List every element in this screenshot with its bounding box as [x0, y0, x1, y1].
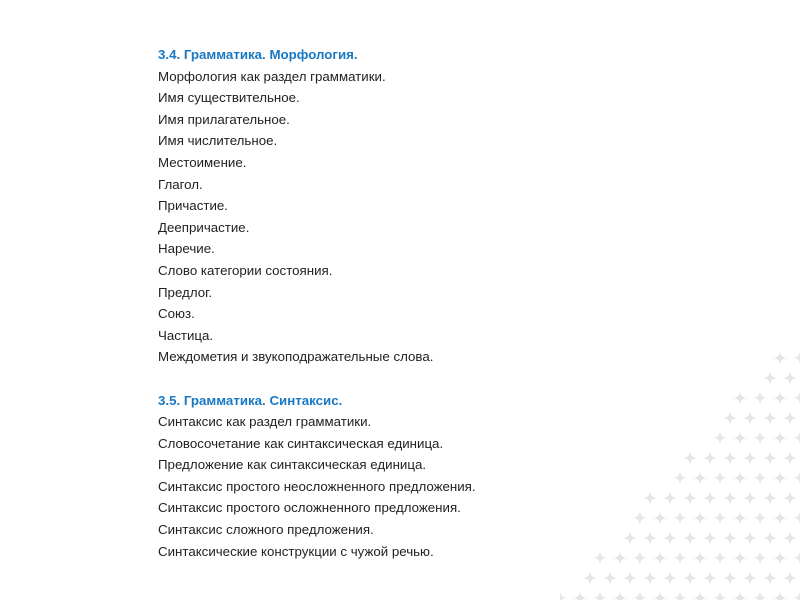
list-item: Предложение как синтаксическая единица.: [158, 457, 427, 473]
star-decoration-icon: [772, 350, 788, 366]
star-decoration-icon: [732, 590, 748, 600]
star-decoration-icon: [762, 410, 778, 426]
star-decoration-icon: [792, 430, 800, 446]
star-decoration-icon: [782, 570, 798, 586]
star-decoration-icon: [792, 350, 800, 366]
list-item: Частица.: [158, 327, 214, 343]
star-decoration-icon: [782, 370, 798, 386]
star-decoration-icon: [762, 450, 778, 466]
list-item: Синтаксис простого неосложненного предложения.: [158, 478, 476, 494]
list-item: Синтаксические конструкции с чужой речью.: [158, 543, 434, 559]
list-item: Имя существительное.: [158, 90, 300, 106]
star-decoration-icon: [722, 570, 738, 586]
list-item: Синтаксис как раздел грамматики.: [158, 414, 372, 430]
star-decoration-icon: [752, 390, 768, 406]
star-decoration-icon: [732, 430, 748, 446]
star-decoration-icon: [742, 570, 758, 586]
star-decoration-icon: [572, 590, 588, 600]
star-decoration-icon: [722, 530, 738, 546]
list-item: Синтаксис сложного предложения.: [158, 522, 374, 538]
list-item: Междометия и звукоподражательные слова.: [158, 349, 434, 365]
star-decoration-icon: [782, 450, 798, 466]
star-decoration-icon: [792, 590, 800, 600]
list-item: Местоимение.: [158, 154, 247, 170]
list-item: Слово категории состояния.: [158, 262, 333, 278]
star-decoration-icon: [712, 590, 728, 600]
star-decoration-icon: [782, 530, 798, 546]
star-decoration-icon: [732, 550, 748, 566]
star-decoration-icon: [752, 590, 768, 600]
star-decoration-icon: [632, 590, 648, 600]
star-decoration-icon: [702, 570, 718, 586]
list-item: Морфология как раздел грамматики.: [158, 68, 386, 84]
star-decoration-icon: [762, 490, 778, 506]
list-item: Предлог.: [158, 284, 213, 300]
star-decoration-icon: [782, 490, 798, 506]
star-decoration-icon: [772, 510, 788, 526]
star-decoration-icon: [722, 410, 738, 426]
document-body: [158, 44, 718, 562]
star-decoration-icon: [742, 410, 758, 426]
star-decoration-icon: [742, 530, 758, 546]
star-decoration-icon: [772, 430, 788, 446]
star-decoration-icon: [732, 390, 748, 406]
star-decoration-icon: [642, 570, 658, 586]
star-decoration-icon: [792, 470, 800, 486]
star-decoration-icon: [762, 570, 778, 586]
star-decoration-icon: [692, 590, 708, 600]
star-decoration-icon: [752, 550, 768, 566]
star-decoration-icon: [792, 390, 800, 406]
star-decoration-icon: [752, 430, 768, 446]
star-decoration-icon: [732, 470, 748, 486]
star-decoration-icon: [762, 530, 778, 546]
list-item: Причастие.: [158, 198, 228, 214]
star-decoration-icon: [682, 570, 698, 586]
section-spacer: [158, 368, 718, 390]
star-decoration-icon: [772, 550, 788, 566]
list-item: Глагол.: [158, 176, 203, 192]
star-decoration-icon: [742, 490, 758, 506]
list-item: Имя прилагательное.: [158, 111, 290, 127]
star-decoration-icon: [762, 370, 778, 386]
star-decoration-icon: [782, 410, 798, 426]
list-item: Союз.: [158, 306, 195, 322]
section-heading-syntax: 3.5. Грамматика. Синтаксис.: [158, 392, 343, 408]
star-decoration-icon: [772, 590, 788, 600]
star-decoration-icon: [752, 510, 768, 526]
star-decoration-icon: [622, 570, 638, 586]
star-decoration-icon: [672, 590, 688, 600]
star-decoration-icon: [792, 550, 800, 566]
star-decoration-icon: [732, 510, 748, 526]
list-item: Синтаксис простого осложненного предложения.: [158, 500, 461, 516]
star-decoration-icon: [722, 490, 738, 506]
star-decoration-icon: [652, 590, 668, 600]
star-decoration-icon: [792, 510, 800, 526]
list-item: Словосочетание как синтаксическая единица.: [158, 435, 444, 451]
list-item: Деепричастие.: [158, 219, 250, 235]
star-decoration-icon: [592, 590, 608, 600]
star-decoration-icon: [582, 570, 598, 586]
star-decoration-icon: [752, 470, 768, 486]
star-decoration-icon: [662, 570, 678, 586]
list-item: Наречие.: [158, 241, 215, 257]
star-decoration-icon: [772, 470, 788, 486]
star-decoration-icon: [602, 570, 618, 586]
star-decoration-icon: [772, 390, 788, 406]
star-decoration-icon: [612, 590, 628, 600]
star-decoration-icon: [742, 450, 758, 466]
list-item: Имя числительное.: [158, 133, 278, 149]
star-decoration-icon: [722, 450, 738, 466]
section-heading-morphology: 3.4. Грамматика. Морфология.: [158, 47, 358, 62]
star-decoration-icon: [560, 590, 568, 600]
